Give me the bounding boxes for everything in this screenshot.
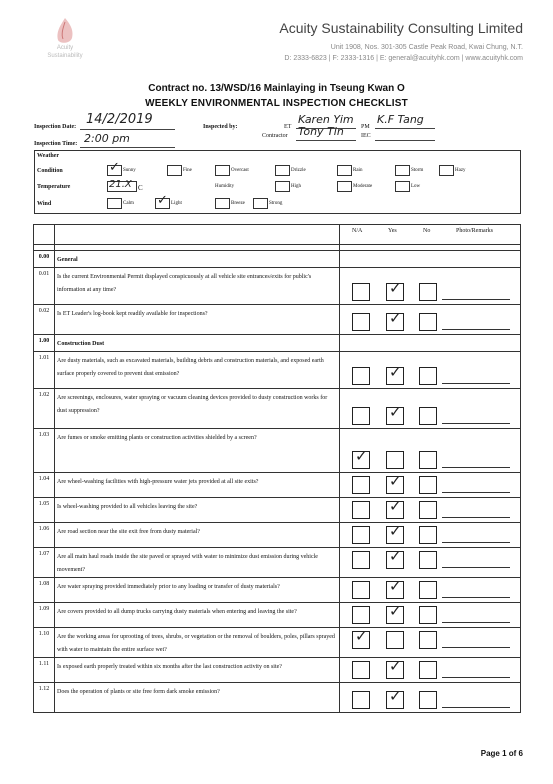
answer-options xyxy=(340,498,521,523)
checkbox-yes[interactable] xyxy=(386,602,404,624)
answer-options xyxy=(340,473,521,498)
table-row xyxy=(34,658,521,683)
remarks-field[interactable] xyxy=(442,383,510,384)
item-number: 1.05 xyxy=(34,498,55,523)
temperature-label: Temperature xyxy=(37,184,71,190)
checkbox-na[interactable] xyxy=(352,447,370,469)
item-number: 1.03 xyxy=(34,429,55,473)
checkbox-na[interactable] xyxy=(352,581,370,599)
item-question: Are screenings, enclosures, water spraying or vacuum cleaning devices provided to dusty construction works for dust suppression? xyxy=(55,389,340,429)
remarks-field[interactable] xyxy=(442,597,510,598)
checkbox-yes[interactable] xyxy=(386,657,404,679)
answer-options xyxy=(340,335,521,352)
remarks-field[interactable] xyxy=(442,647,510,648)
checkbox-no[interactable] xyxy=(419,691,437,709)
condition-sunny-checkbox[interactable] xyxy=(107,160,122,176)
section-row xyxy=(34,335,521,352)
table-header-row xyxy=(34,225,521,245)
contract-title: Contract no. 13/WSD/16 Mainlaying in Tseung Kwan O xyxy=(148,83,405,94)
condition-option-label: Rain xyxy=(353,168,363,173)
item-number: 1.11 xyxy=(34,658,55,683)
checkbox-na[interactable] xyxy=(352,606,370,624)
checkbox-yes[interactable] xyxy=(386,497,404,519)
section-row xyxy=(34,251,521,268)
answer-options xyxy=(340,305,521,335)
table-row xyxy=(34,628,521,658)
col-no-header: No xyxy=(423,228,431,234)
humidity-moderate-checkbox[interactable] xyxy=(337,181,352,192)
condition-option-label: Drizzle xyxy=(291,168,306,173)
inspection-date-field[interactable] xyxy=(80,112,175,130)
humidity-label: Humidity xyxy=(215,184,235,189)
wind-light-checkbox[interactable] xyxy=(155,193,170,209)
checkbox-no[interactable] xyxy=(419,526,437,544)
condition-option-label: Hazy xyxy=(455,168,466,173)
checkbox-yes[interactable] xyxy=(386,363,404,385)
contractor-value: Tony Tin xyxy=(298,125,344,138)
answer-options xyxy=(340,548,521,578)
weather-section xyxy=(34,150,521,214)
item-number: 1.08 xyxy=(34,578,55,603)
inspection-time-field[interactable] xyxy=(80,132,175,148)
remarks-field[interactable] xyxy=(442,299,510,300)
wind-option-label: Strong xyxy=(269,201,283,206)
checkbox-na[interactable] xyxy=(352,551,370,569)
temperature-unit: C xyxy=(138,184,143,192)
item-question: Are water spraying provided immediately prior to any loading or transfer of dusty materials? xyxy=(55,578,340,603)
checkbox-yes[interactable] xyxy=(386,309,404,331)
item-number: 1.06 xyxy=(34,523,55,548)
checkbox-yes[interactable] xyxy=(386,547,404,569)
table-row xyxy=(34,603,521,628)
et-value: Karen Yim xyxy=(298,113,354,126)
humidity-option-label: Moderate xyxy=(353,184,373,189)
remarks-field[interactable] xyxy=(442,567,510,568)
item-question: Are fumes or smoke emitting plants or construction activities shielded by a screen? xyxy=(55,429,340,473)
et-label: ET xyxy=(284,124,292,130)
item-number: 1.12 xyxy=(34,683,55,713)
humidity-option-label: High xyxy=(291,184,301,189)
item-question: Are all main haul roads inside the site paved or sprayed with water to minimize dust emission during vehicle movement? xyxy=(55,548,340,578)
humidity-option-label: Low xyxy=(411,184,421,189)
answer-options xyxy=(340,352,521,389)
wind-calm-checkbox[interactable] xyxy=(107,198,122,209)
col-yes-header: Yes xyxy=(388,228,397,234)
section-title: Construction Dust xyxy=(55,335,340,352)
logo-name: Acuity xyxy=(56,45,74,51)
wind-option-label: Light xyxy=(171,201,182,206)
answer-options xyxy=(340,251,521,268)
table-row xyxy=(34,498,521,523)
checkbox-na[interactable] xyxy=(352,526,370,544)
condition-option-label: Storm xyxy=(411,168,424,173)
condition-option-label: Sunny xyxy=(123,168,136,173)
item-question: Is exposed earth properly treated within six months after the last construction activity on site? xyxy=(55,658,340,683)
checkbox-yes[interactable] xyxy=(386,577,404,599)
condition-option-label: Overcast xyxy=(231,168,249,173)
tick-mark: ✓ xyxy=(389,547,402,565)
answer-options xyxy=(340,268,521,305)
condition-fine-checkbox[interactable] xyxy=(167,165,182,176)
company-name: Acuity Sustainability Consulting Limited xyxy=(279,20,523,36)
tick-mark: ✓ xyxy=(389,309,402,327)
item-question: Is the current Environmental Permit displayed conspicuously at all vehicle site entrances/exits for public's information at any time? xyxy=(55,268,340,305)
checkbox-na[interactable] xyxy=(352,367,370,385)
item-question: Does the operation of plants or site free form dark smoke emission? xyxy=(55,683,340,713)
logo-text xyxy=(30,44,100,60)
tick-mark: ✓ xyxy=(389,657,402,675)
checkbox-no[interactable] xyxy=(419,476,437,494)
checkbox-no[interactable] xyxy=(419,451,437,469)
iec-field[interactable] xyxy=(375,128,435,141)
checkbox-no[interactable] xyxy=(419,661,437,679)
checkbox-yes[interactable] xyxy=(386,687,404,709)
checkbox-yes[interactable] xyxy=(386,631,404,649)
checkbox-no[interactable] xyxy=(419,631,437,649)
condition-hazy-checkbox[interactable] xyxy=(439,165,454,176)
checkbox-na[interactable] xyxy=(352,691,370,709)
col-na-header: N/A xyxy=(352,228,363,234)
tick-mark: ✓ xyxy=(389,497,402,515)
remarks-field[interactable] xyxy=(442,542,510,543)
checkbox-yes[interactable] xyxy=(386,403,404,425)
table-row xyxy=(34,305,521,335)
item-question: Is wheel-washing provided to all vehicles leaving the site? xyxy=(55,498,340,523)
tick-mark: ✓ xyxy=(109,160,120,175)
remarks-field[interactable] xyxy=(442,492,510,493)
checkbox-na[interactable] xyxy=(352,283,370,301)
tick-mark: ✓ xyxy=(389,522,402,540)
item-question: Are wheel-washing facilities with high-pressure water jets provided at all site exits? xyxy=(55,473,340,498)
wind-strong-checkbox[interactable] xyxy=(253,198,268,209)
col-remarks-header: Photo/Remarks xyxy=(456,228,493,234)
wind-label: Wind xyxy=(37,201,52,207)
checkbox-na[interactable] xyxy=(352,407,370,425)
checkbox-no[interactable] xyxy=(419,606,437,624)
tick-mark: ✓ xyxy=(389,279,402,297)
condition-drizzle-checkbox[interactable] xyxy=(275,165,290,176)
checkbox-no[interactable] xyxy=(419,501,437,519)
checkbox-na[interactable] xyxy=(352,501,370,519)
logo-subtitle: Sustainability xyxy=(47,53,83,59)
checkbox-no[interactable] xyxy=(419,407,437,425)
company-contact: D: 2333-6823 | F: 2333-1316 | E: general@acuityhk.com | www.acuityhk.com xyxy=(284,55,523,62)
table-row xyxy=(34,473,521,498)
section-title: General xyxy=(55,251,340,268)
remarks-field[interactable] xyxy=(442,423,510,424)
item-number: 0.00 xyxy=(34,251,55,268)
item-number: 1.02 xyxy=(34,389,55,429)
inspection-date-label: Inspection Date: xyxy=(34,124,77,130)
condition-label: Condition xyxy=(37,168,63,174)
contractor-label: Contractor xyxy=(262,133,288,139)
item-question: Are the working areas for uprooting of trees, shrubs, or vegetation or the removal of boulders, poles, pillars sprayed with water to maintain the entire surface wet? xyxy=(55,628,340,658)
condition-overcast-checkbox[interactable] xyxy=(215,165,230,176)
options-header xyxy=(340,225,521,245)
condition-storm-checkbox[interactable] xyxy=(395,165,410,176)
remarks-field[interactable] xyxy=(442,622,510,623)
item-question: Are covers provided to all dump trucks carrying dusty materials when entering and leaving the site? xyxy=(55,603,340,628)
answer-options xyxy=(340,523,521,548)
inspection-time-value: 2:00 pm xyxy=(84,132,130,145)
table-row xyxy=(34,389,521,429)
checklist-table xyxy=(33,224,521,713)
table-row xyxy=(34,429,521,473)
tick-mark: ✓ xyxy=(389,577,402,595)
item-number: 1.09 xyxy=(34,603,55,628)
checkbox-na[interactable] xyxy=(352,313,370,331)
checkbox-yes[interactable] xyxy=(386,279,404,301)
pm-field[interactable] xyxy=(375,114,435,129)
wind-option-label: Breeze xyxy=(231,201,245,206)
page-title: WEEKLY ENVIRONMENTAL INSPECTION CHECKLIST xyxy=(145,98,408,109)
temperature-field[interactable] xyxy=(107,181,137,192)
checkbox-no[interactable] xyxy=(419,367,437,385)
checkbox-na[interactable] xyxy=(352,476,370,494)
checkbox-yes[interactable] xyxy=(386,522,404,544)
humidity-low-checkbox[interactable] xyxy=(395,181,410,192)
answer-options xyxy=(340,628,521,658)
answer-options xyxy=(340,603,521,628)
temperature-value: 21.X xyxy=(109,179,132,190)
item-number: 1.10 xyxy=(34,628,55,658)
tick-mark: ✓ xyxy=(389,403,402,421)
contractor-field[interactable] xyxy=(296,126,356,141)
table-row xyxy=(34,548,521,578)
wind-breeze-checkbox[interactable] xyxy=(215,198,230,209)
inspected-by-label: Inspected by: xyxy=(203,124,238,130)
item-number: 1.07 xyxy=(34,548,55,578)
remarks-field[interactable] xyxy=(442,707,510,708)
table-row xyxy=(34,268,521,305)
remarks-field[interactable] xyxy=(442,677,510,678)
tick-mark: ✓ xyxy=(355,447,368,465)
item-question: Are dusty materials, such as excavated materials, building debris and construction materials, and exposed earth surface properly covered to prevent dust emission? xyxy=(55,352,340,389)
item-number: 0.01 xyxy=(34,268,55,305)
tick-mark: ✓ xyxy=(389,687,402,705)
checkbox-yes[interactable] xyxy=(386,451,404,469)
tick-mark: ✓ xyxy=(355,627,368,645)
table-row xyxy=(34,352,521,389)
checkbox-na[interactable] xyxy=(352,627,370,649)
answer-options xyxy=(340,389,521,429)
table-row xyxy=(34,578,521,603)
tick-mark: ✓ xyxy=(389,472,402,490)
answer-options xyxy=(340,683,521,713)
item-number: 1.04 xyxy=(34,473,55,498)
inspection-date-value: 14/2/2019 xyxy=(86,112,153,127)
item-number: 1.00 xyxy=(34,335,55,352)
checkbox-na[interactable] xyxy=(352,661,370,679)
tick-mark: ✓ xyxy=(389,602,402,620)
remarks-field[interactable] xyxy=(442,329,510,330)
remarks-field[interactable] xyxy=(442,467,510,468)
condition-rain-checkbox[interactable] xyxy=(337,165,352,176)
tick-mark: ✓ xyxy=(389,363,402,381)
answer-options xyxy=(340,429,521,473)
answer-options xyxy=(340,578,521,603)
answer-options xyxy=(340,658,521,683)
pm-value: K.F Tang xyxy=(377,113,424,126)
tick-mark: ✓ xyxy=(157,193,168,208)
table-row xyxy=(34,523,521,548)
inspection-time-label: Inspection Time: xyxy=(34,141,78,147)
item-number: 1.01 xyxy=(34,352,55,389)
wind-option-label: Calm xyxy=(123,201,134,206)
company-address: Unit 1908, Nos. 301-305 Castle Peak Road, Kwai Chung, N.T. xyxy=(330,44,523,51)
item-question: Is ET Leader's log-book kept readily available for inspections? xyxy=(55,305,340,335)
page-number: Page 1 of 6 xyxy=(480,749,523,758)
condition-option-label: Fine xyxy=(183,168,192,173)
checkbox-no[interactable] xyxy=(419,313,437,331)
iec-label: IEC xyxy=(361,133,371,139)
pm-label: PM xyxy=(361,124,370,130)
weather-title: Weather xyxy=(37,153,59,159)
checkbox-no[interactable] xyxy=(419,283,437,301)
checkbox-no[interactable] xyxy=(419,581,437,599)
checkbox-yes[interactable] xyxy=(386,472,404,494)
item-question: Are road section near the site exit free from dusty material? xyxy=(55,523,340,548)
table-row xyxy=(34,683,521,713)
checkbox-no[interactable] xyxy=(419,551,437,569)
remarks-field[interactable] xyxy=(442,517,510,518)
item-number: 0.02 xyxy=(34,305,55,335)
humidity-high-checkbox[interactable] xyxy=(275,181,290,192)
